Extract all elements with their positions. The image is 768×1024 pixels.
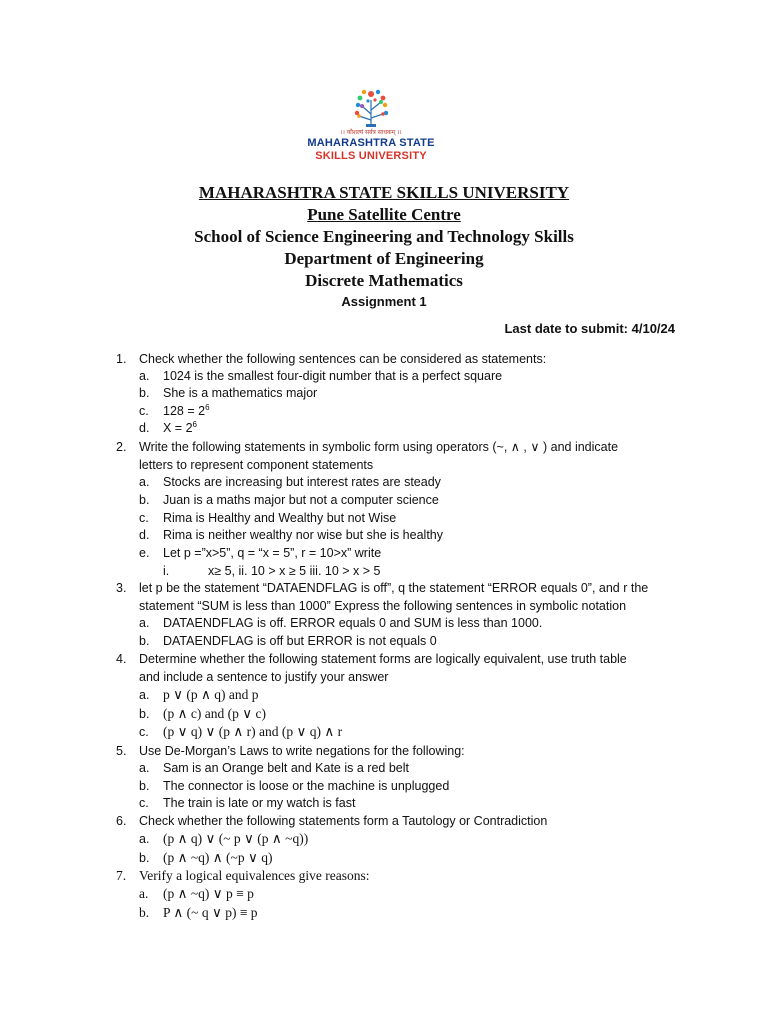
item-text: X = 2 xyxy=(163,421,193,435)
item-text: DATAENDFLAG is off. ERROR equals 0 and SUM is less than 1000. xyxy=(163,616,543,630)
subject-heading: Discrete Mathematics xyxy=(305,271,463,290)
logo-text-line2: SKILLS UNIVERSITY xyxy=(315,150,427,162)
item-label: a. xyxy=(139,616,150,630)
question-text: Determine whether the following statement forms are logically equivalent, use truth table xyxy=(139,652,627,666)
item-text: The train is late or my watch is fast xyxy=(163,796,356,810)
item-text: (p ∧ ~q) ∨ p ≡ p xyxy=(163,886,254,901)
item-label: a. xyxy=(139,369,150,383)
logo-motto: ।। कौशल्यं सर्वत्र साधकम् ।। xyxy=(340,129,402,136)
item-label: c. xyxy=(139,796,149,810)
due-date-label: Last date to submit: xyxy=(504,321,628,336)
assignment-title: Assignment 1 xyxy=(341,294,427,309)
exponent: 6 xyxy=(205,402,210,412)
item-label: b. xyxy=(139,905,150,920)
question-text: Check whether the following sentences can be considered as statements: xyxy=(139,352,547,366)
university-heading: MAHARASHTRA STATE SKILLS UNIVERSITY xyxy=(198,183,570,202)
item-label: e. xyxy=(139,546,150,560)
question-text: statement “SUM is less than 1000” Express the following sentences in symbolic notation xyxy=(139,599,627,613)
item-text: Sam is an Orange belt and Kate is a red belt xyxy=(163,761,409,775)
university-logo xyxy=(306,86,436,166)
item-label: b. xyxy=(139,634,150,648)
question-number: 3. xyxy=(116,581,127,595)
question-number: 5. xyxy=(116,744,127,758)
item-text: DATAENDFLAG is off but ERROR is not equals 0 xyxy=(163,634,437,648)
item-label: c. xyxy=(139,725,149,739)
item-text: x≥ 5, ii. 10 > x ≥ 5 iii. 10 > x > 5 xyxy=(208,564,381,578)
item-label: b. xyxy=(139,851,150,865)
item-text: Juan is a maths major but not a computer science xyxy=(163,493,439,507)
item-label: i. xyxy=(163,564,170,578)
item-text: 128 = 2 xyxy=(163,404,206,418)
question-text: letters to represent component statements xyxy=(139,458,374,472)
item-text: Rima is neither wealthy nor wise but she is healthy xyxy=(163,528,443,542)
item-label: b. xyxy=(139,386,150,400)
item-text: 1024 is the smallest four-digit number that is a perfect square xyxy=(163,369,503,383)
question-text: let p be the statement “DATAENDFLAG is off”, q the statement “ERROR equals 0”, and r the xyxy=(139,581,649,595)
item-label: b. xyxy=(139,493,150,507)
item-text: She is a mathematics major xyxy=(163,386,318,400)
item-label: a. xyxy=(139,832,150,846)
question-number: 1. xyxy=(116,352,127,366)
item-text: Stocks are increasing but interest rates are steady xyxy=(163,475,441,489)
question-number: 6. xyxy=(116,814,127,828)
item-text: (p ∧ q) ∨ (~ p ∨ (p ∧ ~q)) xyxy=(163,831,309,846)
item-label: c. xyxy=(139,404,149,418)
question-text: Write the following statements in symbolic form using operators (~, ∧ , ∨ ) and indicate xyxy=(139,440,619,454)
question-text: Use De-Morgan’s Laws to write negations for the following: xyxy=(139,744,465,758)
item-text: (p ∧ ~q) ∧ (~p ∨ q) xyxy=(163,850,273,865)
item-text: Rima is Healthy and Wealthy but not Wise xyxy=(163,511,397,525)
question-number: 7. xyxy=(116,868,127,883)
item-text: p ∨ (p ∧ q) and p xyxy=(163,687,259,702)
item-label: b. xyxy=(139,707,150,721)
item-text: P ∧ (~ q ∨ p) ≡ p xyxy=(163,905,258,920)
logo-text-line1: MAHARASHTRA STATE xyxy=(307,137,435,149)
question-text: Verify a logical equivalences give reasons: xyxy=(139,868,370,883)
item-label: a. xyxy=(139,688,150,702)
department-heading: Department of Engineering xyxy=(284,249,484,268)
question-text: Check whether the following statements form a Tautology or Contradiction xyxy=(139,814,548,828)
centre-heading: Pune Satellite Centre xyxy=(307,205,461,224)
item-label: a. xyxy=(139,761,150,775)
exponent: 6 xyxy=(192,419,197,429)
school-heading: School of Science Engineering and Technology Skills xyxy=(194,227,574,246)
item-label: c. xyxy=(139,511,149,525)
item-label: a. xyxy=(139,475,150,489)
due-date-line xyxy=(504,321,675,336)
item-label: a. xyxy=(139,886,149,901)
question-number: 4. xyxy=(116,652,127,666)
due-date-value: 4/10/24 xyxy=(631,321,675,336)
question-text: and include a sentence to justify your answer xyxy=(139,670,389,684)
skills-tree-icon xyxy=(306,86,436,130)
item-text: (p ∨ q) ∨ (p ∧ r) and (p ∨ q) ∧ r xyxy=(163,724,343,739)
item-text: The connector is loose or the machine is unplugged xyxy=(163,779,450,793)
item-label: b. xyxy=(139,779,150,793)
item-text: Let p =”x>5”, q = “x = 5”, r = 10>x” write xyxy=(163,546,382,560)
question-number: 2. xyxy=(116,440,127,454)
item-label: d. xyxy=(139,528,150,542)
item-text: (p ∧ c) and (p ∨ c) xyxy=(163,706,266,721)
item-label: d. xyxy=(139,421,150,435)
